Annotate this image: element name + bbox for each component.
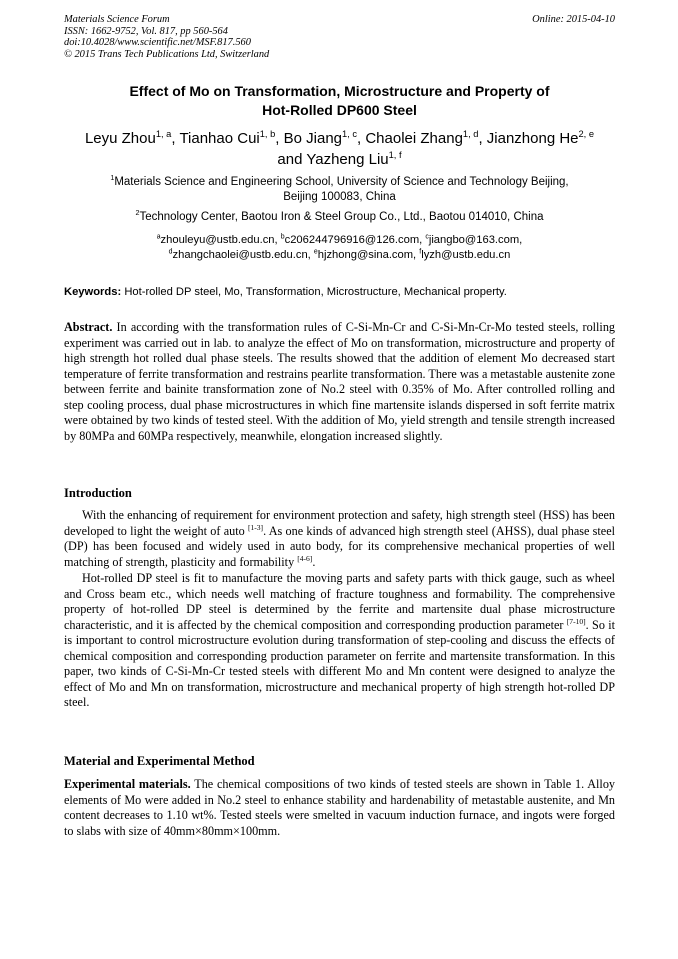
affiliation-1 bbox=[64, 175, 615, 205]
email-sup: e bbox=[313, 248, 318, 256]
affiliation-text: Beijing 100083, China bbox=[283, 191, 396, 203]
email-link[interactable]: zhouleyu@ustb.edu.cn, bbox=[160, 234, 278, 246]
paper-title bbox=[64, 82, 615, 120]
affiliation-sup: 1 bbox=[110, 174, 115, 183]
online-date: Online: 2015-04-10 bbox=[532, 14, 615, 25]
author-list bbox=[64, 128, 615, 170]
email-link[interactable]: c206244796916@126.com, bbox=[284, 234, 423, 246]
emails-line-2 bbox=[64, 248, 615, 263]
paragraph-text: . As one kinds of advanced high strength steel (AHSS), dual phase steel (DP) has been focused and widely used in auto body, for its comprehensive mechanical properties of well matching of strength, plasticity and formability bbox=[64, 523, 615, 569]
author-affil-sup: 1, c bbox=[342, 129, 357, 139]
author-name: Jianzhong He bbox=[486, 130, 579, 147]
author-name: Chaolei Zhang bbox=[365, 130, 463, 147]
email-sup: d bbox=[168, 248, 173, 256]
email-link[interactable]: lyzh@ustb.edu.cn bbox=[421, 249, 511, 261]
journal-header bbox=[64, 14, 615, 60]
methods-paragraph bbox=[64, 777, 615, 839]
author-affil-sup: 1, f bbox=[388, 150, 402, 160]
paragraph-text: . So it is important to control microstructure evolution during transformation of step-cooling and discuss the effects of chemical composition and corresponding production parameter on ferrite and martensite transformation. In this paper, two kinds of C-Si-Mn-Cr tested steels with different Mo and Mn content were designed to analyze the effect of Mo and Mn on transformation, microstructure and mechanical property of high strength hot-rolled DP steel. bbox=[64, 617, 615, 709]
citation-ref: [7-10] bbox=[566, 616, 586, 626]
email-sup: f bbox=[419, 248, 422, 256]
email-link[interactable]: jiangbo@163.com, bbox=[428, 234, 523, 246]
author-separator: , bbox=[357, 130, 366, 147]
citation-ref: [1-3] bbox=[247, 522, 264, 532]
author-name: and Yazheng Liu bbox=[277, 151, 389, 168]
author-name: Tianhao Cui bbox=[179, 130, 260, 147]
email-link[interactable]: zhangchaolei@ustb.edu.cn, bbox=[172, 249, 311, 261]
section-heading-methods: Material and Experimental Method bbox=[64, 754, 255, 768]
affiliation-sup: 2 bbox=[135, 209, 140, 218]
intro-paragraph-2 bbox=[64, 571, 615, 711]
doi: doi:10.4028/www.scientific.net/MSF.817.560 bbox=[64, 37, 251, 49]
author-affil-sup: 1, d bbox=[462, 129, 479, 139]
authors-line-2 bbox=[64, 149, 615, 170]
affiliation-text: Materials Science and Engineering School, University of Science and Technology Beijing, bbox=[114, 176, 569, 188]
title-line-2: Hot-Rolled DP600 Steel bbox=[262, 102, 417, 118]
author-name: Leyu Zhou bbox=[84, 130, 156, 147]
email-link[interactable]: hjzhong@sina.com, bbox=[317, 249, 417, 261]
author-separator: , bbox=[275, 130, 284, 147]
email-sup: b bbox=[280, 233, 285, 241]
author-name: Bo Jiang bbox=[283, 130, 342, 147]
paragraph-text: With the enhancing of requirement for environment protection and safety, high strength steel (HSS) has been developed to light the weight of auto bbox=[64, 508, 615, 538]
section-heading-introduction: Introduction bbox=[64, 486, 132, 500]
citation-ref: [4-6] bbox=[297, 553, 313, 563]
affiliation-text: Technology Center, Baotou Iron & Steel Group Co., Ltd., Baotou 014010, China bbox=[139, 211, 544, 223]
email-sup: c bbox=[425, 233, 429, 241]
paragraph-text: . bbox=[312, 554, 316, 569]
affiliation-2 bbox=[64, 210, 615, 225]
methods-label: Experimental materials. bbox=[64, 777, 191, 791]
abstract-text: In according with the transformation rules of C-Si-Mn-Cr and C-Si-Mn-Cr-Mo tested steels, rolling experiment was carried out in lab. to analyze the effect of Mo on transformation, microstructure and property of high strength hot rolled dual phase steels. The results showed that the addition of element Mo decreased start temperature of ferrite transformation and restrains pearlite transformation. There was a metastable austenite zone between ferrite and bainite transformation zone of No.2 steel with 0.35% of Mo. After controlled rolling and step cooling process, dual phase microstructures in which fine martensite islands dispersed in soft ferrite matrix were obtained by two kinds of tested steel. With the addition of Mo, yield strength and tensile strength increased by 80MPa and 60MPa respectively, meanwhile, elongation increased slightly. bbox=[64, 320, 616, 443]
paragraph-text: Hot-rolled DP steel is fit to manufacture the moving parts and safety parts with thick gauge, such as wheel and Cross beam etc., which needs well matching of fracture toughness and formability. The comprehensive property of hot-rolled DP steel is determined by the ferrite and martensite dual phase microstructure characteristic, and it is affected by the chemical composition and corresponding production parameter bbox=[64, 571, 615, 632]
methods-text: The chemical compositions of two kinds of tested steels are shown in Table 1. Alloy elements of Mo were added in No.2 steel to enhance stability and hardenability of metastable austenite, and Mn content decreases to 1.10 wt%. Tested steels were smelted in vacuum induction furnace, and ingots were forged to slabs with size of 40mm×80mm×100mm. bbox=[64, 777, 616, 838]
emails-line-1 bbox=[64, 233, 615, 248]
issn: ISSN: 1662-9752, Vol. 817, pp 560-564 bbox=[64, 25, 228, 37]
author-separator: , bbox=[478, 130, 487, 147]
author-affil-sup: 1, a bbox=[155, 129, 172, 139]
abstract-label: Abstract. bbox=[64, 320, 113, 334]
title-line-1: Effect of Mo on Transformation, Microstructure and Property of bbox=[129, 83, 550, 99]
intro-paragraph-1 bbox=[64, 508, 615, 570]
abstract bbox=[64, 320, 615, 444]
author-affil-sup: 2, e bbox=[578, 129, 595, 139]
keywords-label: Keywords: bbox=[64, 286, 122, 298]
email-list bbox=[64, 233, 615, 263]
keywords bbox=[64, 285, 615, 300]
author-affil-sup: 1, b bbox=[259, 129, 276, 139]
copyright: © 2015 Trans Tech Publications Ltd, Switzerland bbox=[64, 48, 270, 60]
authors-line-1 bbox=[64, 128, 615, 149]
author-separator: , bbox=[171, 130, 180, 147]
keywords-text: Hot-rolled DP steel, Mo, Transformation, Microstructure, Mechanical property. bbox=[124, 286, 507, 298]
journal-name: Materials Science Forum bbox=[64, 14, 170, 25]
email-sup: a bbox=[156, 233, 161, 241]
